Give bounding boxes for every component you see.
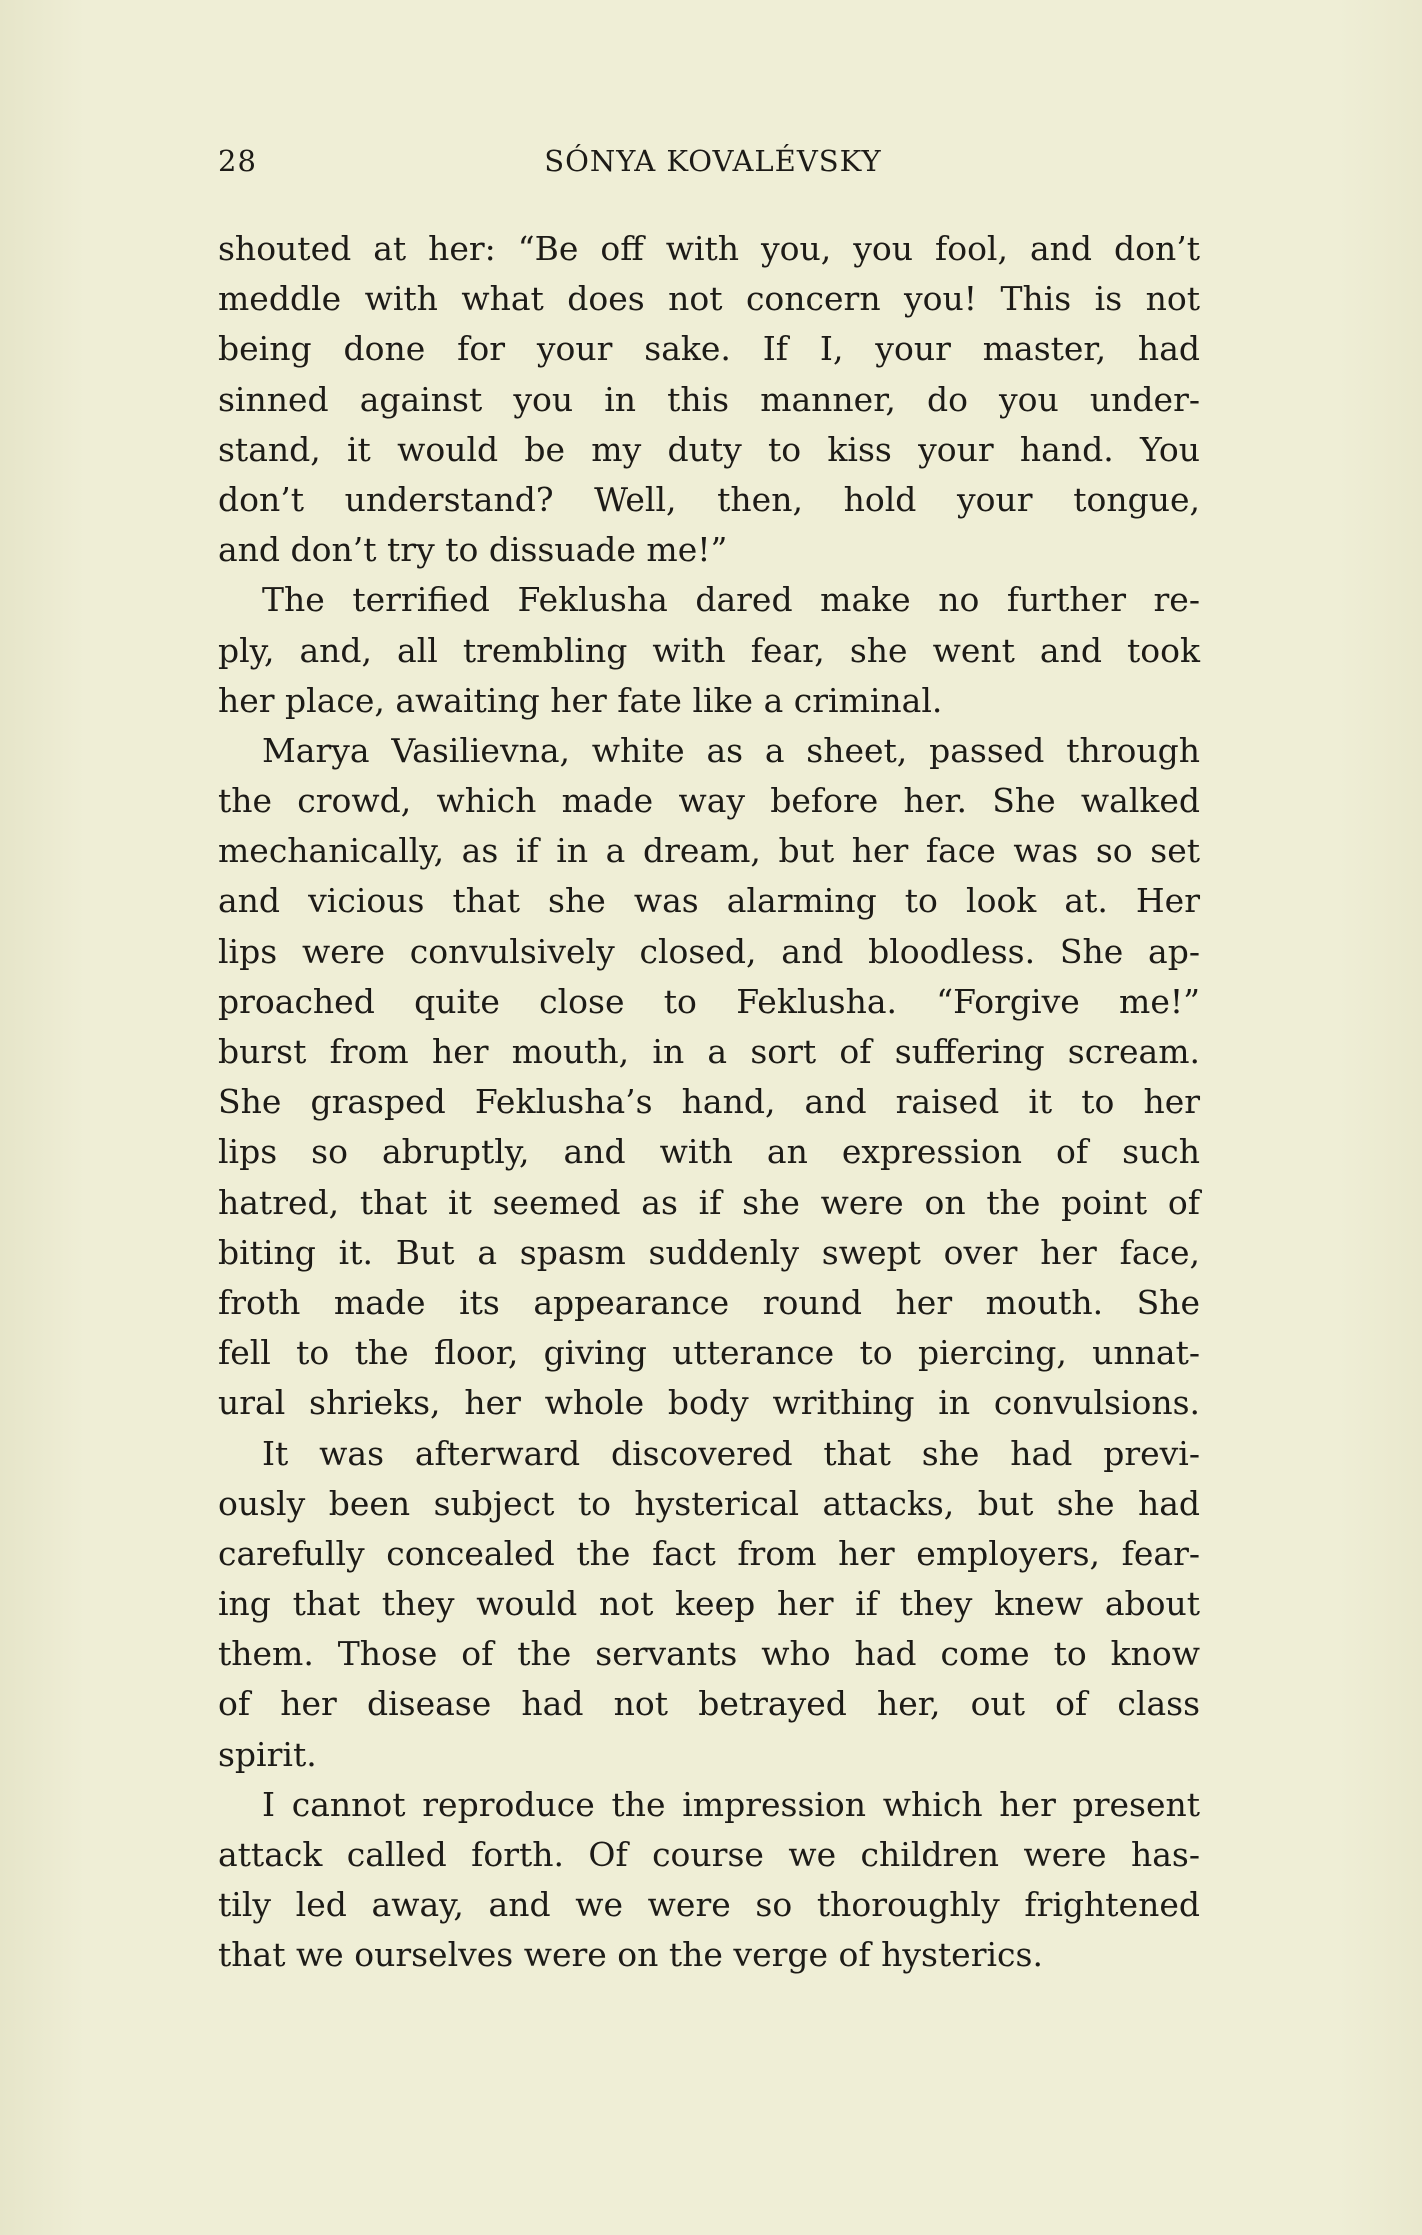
text-line: tily led away, and we were so thoroughly frightened — [218, 1885, 1200, 1925]
text-line: hatred, that it seemed as if she were on the point of — [218, 1182, 1200, 1222]
text-line: The terrified Feklusha dared make no further re- — [262, 580, 1200, 620]
paragraph-3 — [218, 726, 1200, 1429]
text-line: lips so abruptly, and with an expression of such — [218, 1132, 1200, 1172]
text-line: meddle with what does not concern you! This is not — [218, 279, 1200, 319]
text-line: attack called forth. Of course we children were has- — [218, 1835, 1200, 1874]
text-line: froth made its appearance round her mouth. She — [218, 1282, 1200, 1322]
running-head — [218, 144, 1208, 184]
text-line: fell to the floor, giving utterance to piercing, unnat- — [218, 1333, 1200, 1373]
paragraph-5 — [218, 1780, 1200, 1981]
text-line: She grasped Feklusha’s hand, and raised it to her — [218, 1082, 1200, 1122]
text-line: proached quite close to Feklusha. “Forgive me!” — [218, 981, 1200, 1021]
text-line: ural shrieks, her whole body writhing in convulsions. — [218, 1383, 1200, 1423]
text-line: It was afterward discovered that she had previ- — [262, 1433, 1200, 1473]
text-line: being done for your sake. If I, your master, had — [218, 329, 1200, 369]
paragraph-4 — [218, 1429, 1200, 1780]
running-title: SÓNYA KOVALÉVSKY — [544, 144, 882, 178]
paragraph-1 — [218, 224, 1200, 575]
page-number: 28 — [218, 144, 257, 178]
text-line: mechanically, as if in a dream, but her face was so set — [218, 831, 1200, 871]
text-line: stand, it would be my duty to kiss your hand. You — [218, 429, 1200, 469]
text-line: spirit. — [218, 1734, 317, 1774]
text-line: them. Those of the servants who had come to know — [218, 1634, 1200, 1674]
text-line: sinned against you in this manner, do you under- — [218, 379, 1200, 419]
text-line: Marya Vasilievna, white as a sheet, passed through — [262, 730, 1200, 770]
text-line: and don’t try to dissuade me!” — [218, 530, 728, 570]
paragraph-2 — [218, 575, 1200, 726]
text-line: ously been subject to hysterical attacks, but she had — [218, 1483, 1200, 1523]
text-line: ply, and, all trembling with fear, she went and took — [218, 630, 1200, 670]
text-line: the crowd, which made way before her. She walked — [218, 781, 1200, 821]
text-line: that we ourselves were on the verge of hysterics. — [218, 1935, 1043, 1975]
body-text — [218, 224, 1200, 1981]
text-line: of her disease had not betrayed her, out of class — [218, 1684, 1200, 1724]
text-line: shouted at her: “Be off with you, you fool, and don’t — [218, 229, 1200, 268]
text-line: I cannot reproduce the impression which her present — [262, 1784, 1200, 1824]
text-line: carefully concealed the fact from her employers, fear- — [218, 1533, 1200, 1573]
text-line: and vicious that she was alarming to look at. Her — [218, 881, 1200, 921]
text-line: lips were convulsively closed, and bloodless. She ap- — [218, 931, 1200, 971]
text-line: burst from her mouth, in a sort of suffering scream. — [218, 1032, 1200, 1071]
text-line: biting it. But a spasm suddenly swept over her face, — [218, 1232, 1200, 1272]
text-line: ing that they would not keep her if they knew about — [218, 1584, 1200, 1624]
text-line: don’t understand? Well, then, hold your tongue, — [218, 479, 1200, 519]
text-line: her place, awaiting her fate like a criminal. — [218, 680, 943, 720]
